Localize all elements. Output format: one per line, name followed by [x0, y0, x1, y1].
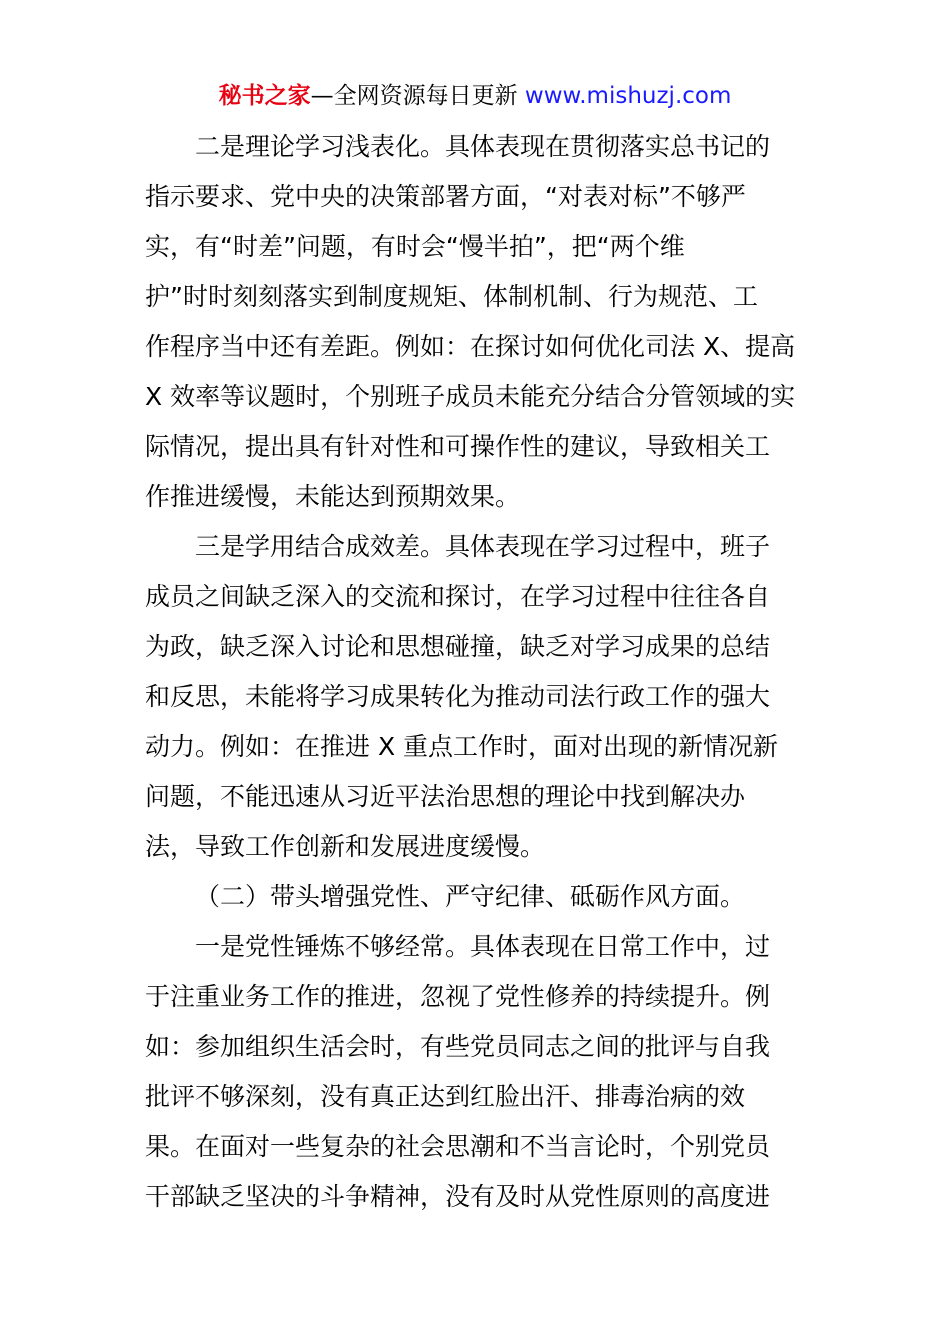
paragraph-line: 作程序当中还有差距。例如：在探讨如何优化司法 X、提高 — [145, 332, 796, 361]
paragraph-line: 批评不够深刻，没有真正达到红脸出汗、排毒治病的效 — [145, 1082, 746, 1111]
paragraph-line: 实，有“时差”问题，有时会“慢半拍”，把“两个维 — [145, 232, 685, 261]
paragraph-line: 果。在面对一些复杂的社会思潮和不当言论时，个别党员 — [145, 1132, 771, 1161]
paragraph-line: 动力。例如：在推进 X 重点工作时，面对出现的新情况新 — [145, 732, 779, 761]
paragraph-line: 成员之间缺乏深入的交流和探讨，在学习过程中往往各自 — [145, 582, 771, 611]
section-heading: （二）带头增强党性、严守纪律、砥砺作风方面。 — [195, 882, 746, 911]
paragraph-line: 护”时时刻刻落实到制度规矩、体制机制、行为规范、工 — [145, 282, 758, 311]
header-tagline: —全网资源每日更新 — [310, 83, 525, 109]
paragraph-line: 指示要求、党中央的决策部署方面，“对表对标”不够严 — [145, 182, 746, 211]
paragraph-line: 作推进缓慢，未能达到预期效果。 — [145, 482, 521, 511]
page-header — [0, 80, 950, 112]
paragraph-line: 为政，缺乏深入讨论和思想碰撞，缺乏对学习成果的总结 — [145, 632, 771, 661]
paragraph-line: 际情况，提出具有针对性和可操作性的建议，导致相关工 — [145, 432, 771, 461]
paragraph-line: 二是理论学习浅表化。具体表现在贯彻落实总书记的 — [195, 132, 771, 161]
paragraph-line: 法，导致工作创新和发展进度缓慢。 — [145, 832, 546, 861]
paragraph-line: 三是学用结合成效差。具体表现在学习过程中，班子 — [195, 532, 771, 561]
paragraph-line: 一是党性锤炼不够经常。具体表现在日常工作中，过 — [195, 932, 771, 961]
paragraph-line: 干部缺乏坚决的斗争精神，没有及时从党性原则的高度进 — [145, 1182, 771, 1211]
paragraph-line: 和反思，未能将学习成果转化为推动司法行政工作的强大 — [145, 682, 771, 711]
document-body — [145, 122, 810, 1222]
paragraph-line: 于注重业务工作的推进，忽视了党性修养的持续提升。例 — [145, 982, 771, 1011]
site-link[interactable]: www.mishuzj.com — [524, 83, 732, 109]
paragraph-line: 问题，不能迅速从习近平法治思想的理论中找到解决办 — [145, 782, 746, 811]
paragraph-line: X 效率等议题时，个别班子成员未能充分结合分管领域的实 — [145, 382, 796, 411]
paragraph-line: 如：参加组织生活会时，有些党员同志之间的批评与自我 — [145, 1032, 771, 1061]
brand-name: 秘书之家 — [218, 83, 311, 109]
